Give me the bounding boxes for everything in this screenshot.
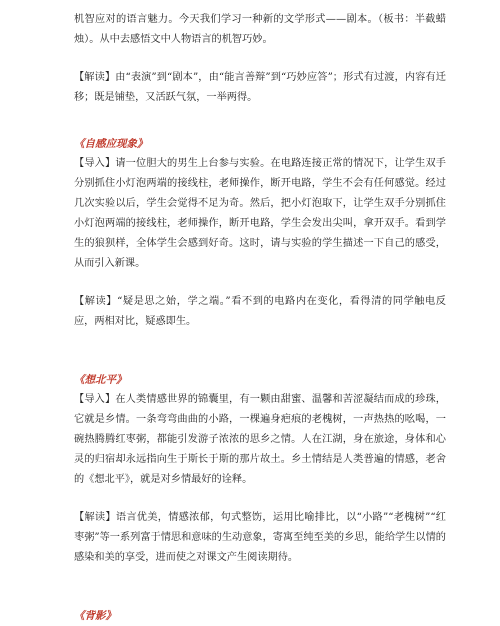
lead-in-paragraph: 【导入】在人类情感世界的锦囊里，有一颗由甜蜜、温馨和苦涩凝结而成的珍珠，它就是乡情。一条弯弯曲曲的小路，一棵遍身疤痕的老槐树，一声热热的吆喝，一碗热腾腾红枣粥，都能引发游子浓浓的思乡之情。人在江湖，身在旅途，身体和心灵的归宿却永远指向生于斯长于斯的那片故土。乡土情结是人类普遍的情感，老舍的《想北平》，就是对乡情最好的诠释。 xyxy=(74,394,446,485)
commentary-paragraph: 【解读】语言优美，情感浓郁，句式整饬，运用比喻排比，以“小路”“老槐树”“红枣粥”等一系列富于情思和意味的生动意象，寄寓至纯至美的乡思，能给学生以情的感染和美的享受，进而使之对课文产生阅读期待。 xyxy=(74,512,446,563)
commentary-paragraph: 【解读】“疑是思之始，学之端。”看不到的电路内在变化，看得清的同学触电反应，两相对比，疑惑即生。 xyxy=(74,296,446,327)
commentary-paragraph: 【解读】由“表演”到“剧本”，由“能言善辩”到“巧妙应答”；形式有过渡，内容有迁移；既是铺垫，又活跃气氛，一举两得。 xyxy=(74,72,446,103)
section-heading: 《背影》 xyxy=(74,610,116,622)
document-page xyxy=(74,10,446,626)
section-heading: 《想北平》 xyxy=(74,374,127,386)
section-heading: 《自感应现象》 xyxy=(74,138,148,150)
lead-in-paragraph: 【导入】请一位胆大的男生上台参与实验。在电路连接正常的情况下，让学生双手分别抓住小灯泡两端的接线柱，老师操作，断开电路，学生不会有任何感觉。经过几次实验以后，学生会觉得不足为奇。然后，把小灯泡取下，让学生双手分别抓住小灯泡两端的接线柱，老师操作，断开电路，学生会发出尖叫，拿开双手。看到学生的狼狈样，全体学生会感到好奇。这时，请与实验的学生描述一下自己的感受，从而引入新课。 xyxy=(74,158,446,269)
intro-paragraph: 机智应对的语言魅力。今天我们学习一种新的文学形式——剧本。（板书：半截蜡烛）。从中去感悟文中人物语言的机智巧妙。 xyxy=(74,14,446,45)
